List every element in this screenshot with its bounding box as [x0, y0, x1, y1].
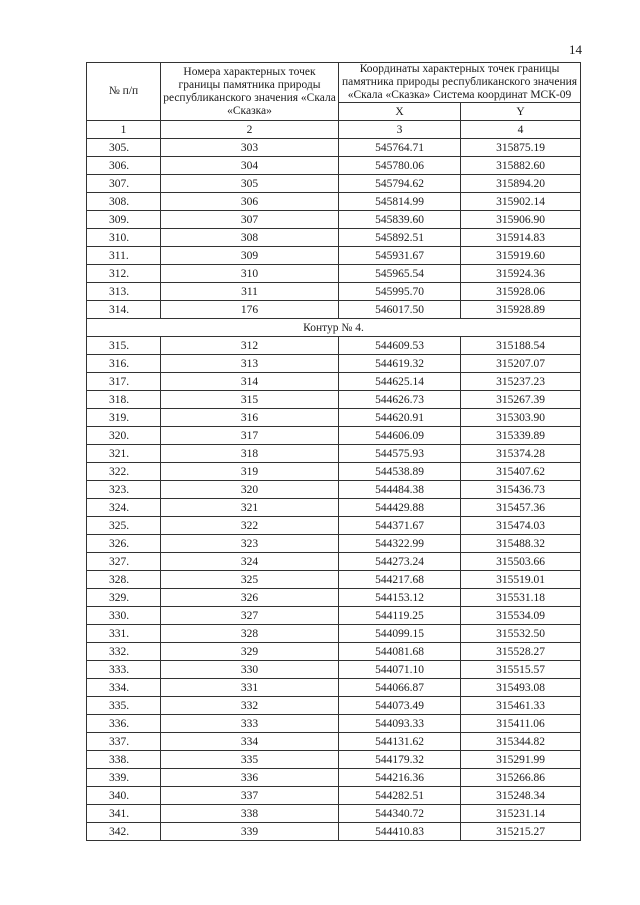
- x-coordinate-cell: 545764.71: [339, 139, 461, 157]
- table-row: [87, 733, 581, 751]
- y-coordinate-cell: 315374.28: [461, 445, 581, 463]
- y-coordinate-cell: 315339.89: [461, 427, 581, 445]
- table-row: [87, 391, 581, 409]
- row-number-cell: 323.: [87, 481, 161, 499]
- y-coordinate-cell: 315267.39: [461, 391, 581, 409]
- y-coordinate-cell: 315882.60: [461, 157, 581, 175]
- x-coordinate-cell: 544153.12: [339, 589, 461, 607]
- point-number-cell: 317: [161, 427, 339, 445]
- x-coordinate-cell: 545780.06: [339, 157, 461, 175]
- page-number: 14: [569, 42, 582, 57]
- row-number-cell: 334.: [87, 679, 161, 697]
- x-coordinate-cell: 544429.88: [339, 499, 461, 517]
- row-number-cell: 324.: [87, 499, 161, 517]
- x-coordinate-cell: 544179.32: [339, 751, 461, 769]
- x-coordinate-cell: 545892.51: [339, 229, 461, 247]
- row-number-cell: 318.: [87, 391, 161, 409]
- header-point-numbers: Номера характерных точек границы памятника природы республиканского значения «Скала «Сказка»: [161, 63, 339, 121]
- y-coordinate-cell: 315474.03: [461, 517, 581, 535]
- row-number-cell: 326.: [87, 535, 161, 553]
- y-coordinate-cell: 315924.36: [461, 265, 581, 283]
- x-coordinate-cell: 546017.50: [339, 301, 461, 319]
- x-coordinate-cell: 544081.68: [339, 643, 461, 661]
- table-row: [87, 229, 581, 247]
- x-coordinate-cell: 544340.72: [339, 805, 461, 823]
- table-row: [87, 769, 581, 787]
- point-number-cell: 312: [161, 337, 339, 355]
- row-number-cell: 335.: [87, 697, 161, 715]
- point-number-cell: 333: [161, 715, 339, 733]
- row-number-cell: 308.: [87, 193, 161, 211]
- x-coordinate-cell: 544216.36: [339, 769, 461, 787]
- y-coordinate-cell: 315436.73: [461, 481, 581, 499]
- point-number-cell: 304: [161, 157, 339, 175]
- table-row: [87, 625, 581, 643]
- x-coordinate-cell: 545814.99: [339, 193, 461, 211]
- y-coordinate-cell: 315532.50: [461, 625, 581, 643]
- x-coordinate-cell: 544131.62: [339, 733, 461, 751]
- x-coordinate-cell: 544626.73: [339, 391, 461, 409]
- table-row: [87, 481, 581, 499]
- table-row: [87, 427, 581, 445]
- index-cell: 4: [461, 121, 581, 139]
- point-number-cell: 321: [161, 499, 339, 517]
- x-coordinate-cell: 544217.68: [339, 571, 461, 589]
- row-number-cell: 341.: [87, 805, 161, 823]
- y-coordinate-cell: 315248.34: [461, 787, 581, 805]
- point-number-cell: 338: [161, 805, 339, 823]
- index-cell: 3: [339, 121, 461, 139]
- point-number-cell: 306: [161, 193, 339, 211]
- point-number-cell: 334: [161, 733, 339, 751]
- row-number-cell: 320.: [87, 427, 161, 445]
- row-number-cell: 339.: [87, 769, 161, 787]
- row-number-cell: 338.: [87, 751, 161, 769]
- point-number-cell: 337: [161, 787, 339, 805]
- y-coordinate-cell: 315457.36: [461, 499, 581, 517]
- point-number-cell: 336: [161, 769, 339, 787]
- point-number-cell: 324: [161, 553, 339, 571]
- y-coordinate-cell: 315344.82: [461, 733, 581, 751]
- x-coordinate-cell: 544073.49: [339, 697, 461, 715]
- x-coordinate-cell: 544071.10: [339, 661, 461, 679]
- x-coordinate-cell: 544484.38: [339, 481, 461, 499]
- point-number-cell: 320: [161, 481, 339, 499]
- table-row: [87, 499, 581, 517]
- row-number-cell: 313.: [87, 283, 161, 301]
- table-row: [87, 643, 581, 661]
- point-number-cell: 339: [161, 823, 339, 841]
- point-number-cell: 307: [161, 211, 339, 229]
- point-number-cell: 335: [161, 751, 339, 769]
- table-row: [87, 283, 581, 301]
- table-row: [87, 661, 581, 679]
- y-coordinate-cell: 315411.06: [461, 715, 581, 733]
- y-coordinate-cell: 315237.23: [461, 373, 581, 391]
- x-coordinate-cell: 545794.62: [339, 175, 461, 193]
- x-coordinate-cell: 545965.54: [339, 265, 461, 283]
- table-row: [87, 175, 581, 193]
- point-number-cell: 331: [161, 679, 339, 697]
- y-coordinate-cell: 315488.32: [461, 535, 581, 553]
- y-coordinate-cell: 315503.66: [461, 553, 581, 571]
- row-number-cell: 321.: [87, 445, 161, 463]
- row-number-cell: 342.: [87, 823, 161, 841]
- y-coordinate-cell: 315515.57: [461, 661, 581, 679]
- y-coordinate-cell: 315291.99: [461, 751, 581, 769]
- table-row: [87, 589, 581, 607]
- x-coordinate-cell: 544609.53: [339, 337, 461, 355]
- point-number-cell: 326: [161, 589, 339, 607]
- table-row: [87, 265, 581, 283]
- row-number-cell: 330.: [87, 607, 161, 625]
- x-coordinate-cell: 544620.91: [339, 409, 461, 427]
- table-row: [87, 409, 581, 427]
- point-number-cell: 329: [161, 643, 339, 661]
- point-number-cell: 305: [161, 175, 339, 193]
- point-number-cell: 315: [161, 391, 339, 409]
- point-number-cell: 313: [161, 355, 339, 373]
- point-number-cell: 328: [161, 625, 339, 643]
- row-number-cell: 336.: [87, 715, 161, 733]
- table-row: [87, 823, 581, 841]
- y-coordinate-cell: 315303.90: [461, 409, 581, 427]
- row-number-cell: 327.: [87, 553, 161, 571]
- point-number-cell: 311: [161, 283, 339, 301]
- x-coordinate-cell: 544273.24: [339, 553, 461, 571]
- table-row: [87, 139, 581, 157]
- y-coordinate-cell: 315928.06: [461, 283, 581, 301]
- point-number-cell: 327: [161, 607, 339, 625]
- x-coordinate-cell: 545931.67: [339, 247, 461, 265]
- index-cell: 2: [161, 121, 339, 139]
- point-number-cell: 303: [161, 139, 339, 157]
- y-coordinate-cell: 315928.89: [461, 301, 581, 319]
- table-row: [87, 157, 581, 175]
- y-coordinate-cell: 315534.09: [461, 607, 581, 625]
- x-coordinate-cell: 544322.99: [339, 535, 461, 553]
- row-number-cell: 325.: [87, 517, 161, 535]
- x-coordinate-cell: 544371.67: [339, 517, 461, 535]
- point-number-cell: 330: [161, 661, 339, 679]
- x-coordinate-cell: 545839.60: [339, 211, 461, 229]
- y-coordinate-cell: 315207.07: [461, 355, 581, 373]
- row-number-cell: 311.: [87, 247, 161, 265]
- x-coordinate-cell: 545995.70: [339, 283, 461, 301]
- table-row: [87, 373, 581, 391]
- y-coordinate-cell: 315914.83: [461, 229, 581, 247]
- row-number-cell: 337.: [87, 733, 161, 751]
- table-row: [87, 517, 581, 535]
- table-row: [87, 535, 581, 553]
- y-coordinate-cell: 315919.60: [461, 247, 581, 265]
- y-coordinate-cell: 315906.90: [461, 211, 581, 229]
- row-number-cell: 309.: [87, 211, 161, 229]
- x-coordinate-cell: 544606.09: [339, 427, 461, 445]
- table-row: [87, 607, 581, 625]
- point-number-cell: 332: [161, 697, 339, 715]
- table-row: [87, 751, 581, 769]
- table-row: [87, 445, 581, 463]
- table-row: [87, 301, 581, 319]
- x-coordinate-cell: 544066.87: [339, 679, 461, 697]
- row-number-cell: 305.: [87, 139, 161, 157]
- row-number-cell: 306.: [87, 157, 161, 175]
- x-coordinate-cell: 544410.83: [339, 823, 461, 841]
- row-number-cell: 310.: [87, 229, 161, 247]
- row-number-cell: 329.: [87, 589, 161, 607]
- header-y: Y: [461, 103, 581, 121]
- row-number-cell: 315.: [87, 337, 161, 355]
- row-number-cell: 332.: [87, 643, 161, 661]
- table-row: [87, 337, 581, 355]
- row-number-cell: 319.: [87, 409, 161, 427]
- row-number-cell: 331.: [87, 625, 161, 643]
- y-coordinate-cell: 315902.14: [461, 193, 581, 211]
- point-number-cell: 323: [161, 535, 339, 553]
- index-row: [87, 121, 581, 139]
- table-row: [87, 211, 581, 229]
- row-number-cell: 307.: [87, 175, 161, 193]
- table-row: [87, 355, 581, 373]
- x-coordinate-cell: 544119.25: [339, 607, 461, 625]
- row-number-cell: 333.: [87, 661, 161, 679]
- header-coordinates: Координаты характерных точек границы памятника природы республиканского значения «Скала «Сказка» Система координат МСК-09: [339, 63, 581, 103]
- coordinates-table: [86, 62, 581, 841]
- contour-label: Контур № 4.: [87, 319, 581, 337]
- row-number-cell: 316.: [87, 355, 161, 373]
- table-row: [87, 787, 581, 805]
- row-number-cell: 322.: [87, 463, 161, 481]
- point-number-cell: 319: [161, 463, 339, 481]
- x-coordinate-cell: 544093.33: [339, 715, 461, 733]
- x-coordinate-cell: 544575.93: [339, 445, 461, 463]
- y-coordinate-cell: 315519.01: [461, 571, 581, 589]
- index-cell: 1: [87, 121, 161, 139]
- x-coordinate-cell: 544099.15: [339, 625, 461, 643]
- table-row: [87, 463, 581, 481]
- table-row: [87, 697, 581, 715]
- table-row: [87, 571, 581, 589]
- table-row: [87, 679, 581, 697]
- table-row: [87, 715, 581, 733]
- point-number-cell: 322: [161, 517, 339, 535]
- y-coordinate-cell: 315531.18: [461, 589, 581, 607]
- point-number-cell: 314: [161, 373, 339, 391]
- row-number-cell: 340.: [87, 787, 161, 805]
- header-x: X: [339, 103, 461, 121]
- table-row: [87, 193, 581, 211]
- x-coordinate-cell: 544282.51: [339, 787, 461, 805]
- x-coordinate-cell: 544538.89: [339, 463, 461, 481]
- row-number-cell: 328.: [87, 571, 161, 589]
- y-coordinate-cell: 315231.14: [461, 805, 581, 823]
- y-coordinate-cell: 315188.54: [461, 337, 581, 355]
- x-coordinate-cell: 544625.14: [339, 373, 461, 391]
- point-number-cell: 310: [161, 265, 339, 283]
- point-number-cell: 316: [161, 409, 339, 427]
- y-coordinate-cell: 315407.62: [461, 463, 581, 481]
- y-coordinate-cell: 315528.27: [461, 643, 581, 661]
- point-number-cell: 308: [161, 229, 339, 247]
- row-number-cell: 317.: [87, 373, 161, 391]
- row-number-cell: 312.: [87, 265, 161, 283]
- y-coordinate-cell: 315875.19: [461, 139, 581, 157]
- point-number-cell: 318: [161, 445, 339, 463]
- y-coordinate-cell: 315266.86: [461, 769, 581, 787]
- point-number-cell: 176: [161, 301, 339, 319]
- table-row: [87, 247, 581, 265]
- table-row: [87, 553, 581, 571]
- table-row: [87, 805, 581, 823]
- x-coordinate-cell: 544619.32: [339, 355, 461, 373]
- row-number-cell: 314.: [87, 301, 161, 319]
- y-coordinate-cell: 315461.33: [461, 697, 581, 715]
- header-row-number: № п/п: [87, 63, 161, 121]
- y-coordinate-cell: 315894.20: [461, 175, 581, 193]
- y-coordinate-cell: 315215.27: [461, 823, 581, 841]
- point-number-cell: 309: [161, 247, 339, 265]
- contour-row: [87, 319, 581, 337]
- y-coordinate-cell: 315493.08: [461, 679, 581, 697]
- point-number-cell: 325: [161, 571, 339, 589]
